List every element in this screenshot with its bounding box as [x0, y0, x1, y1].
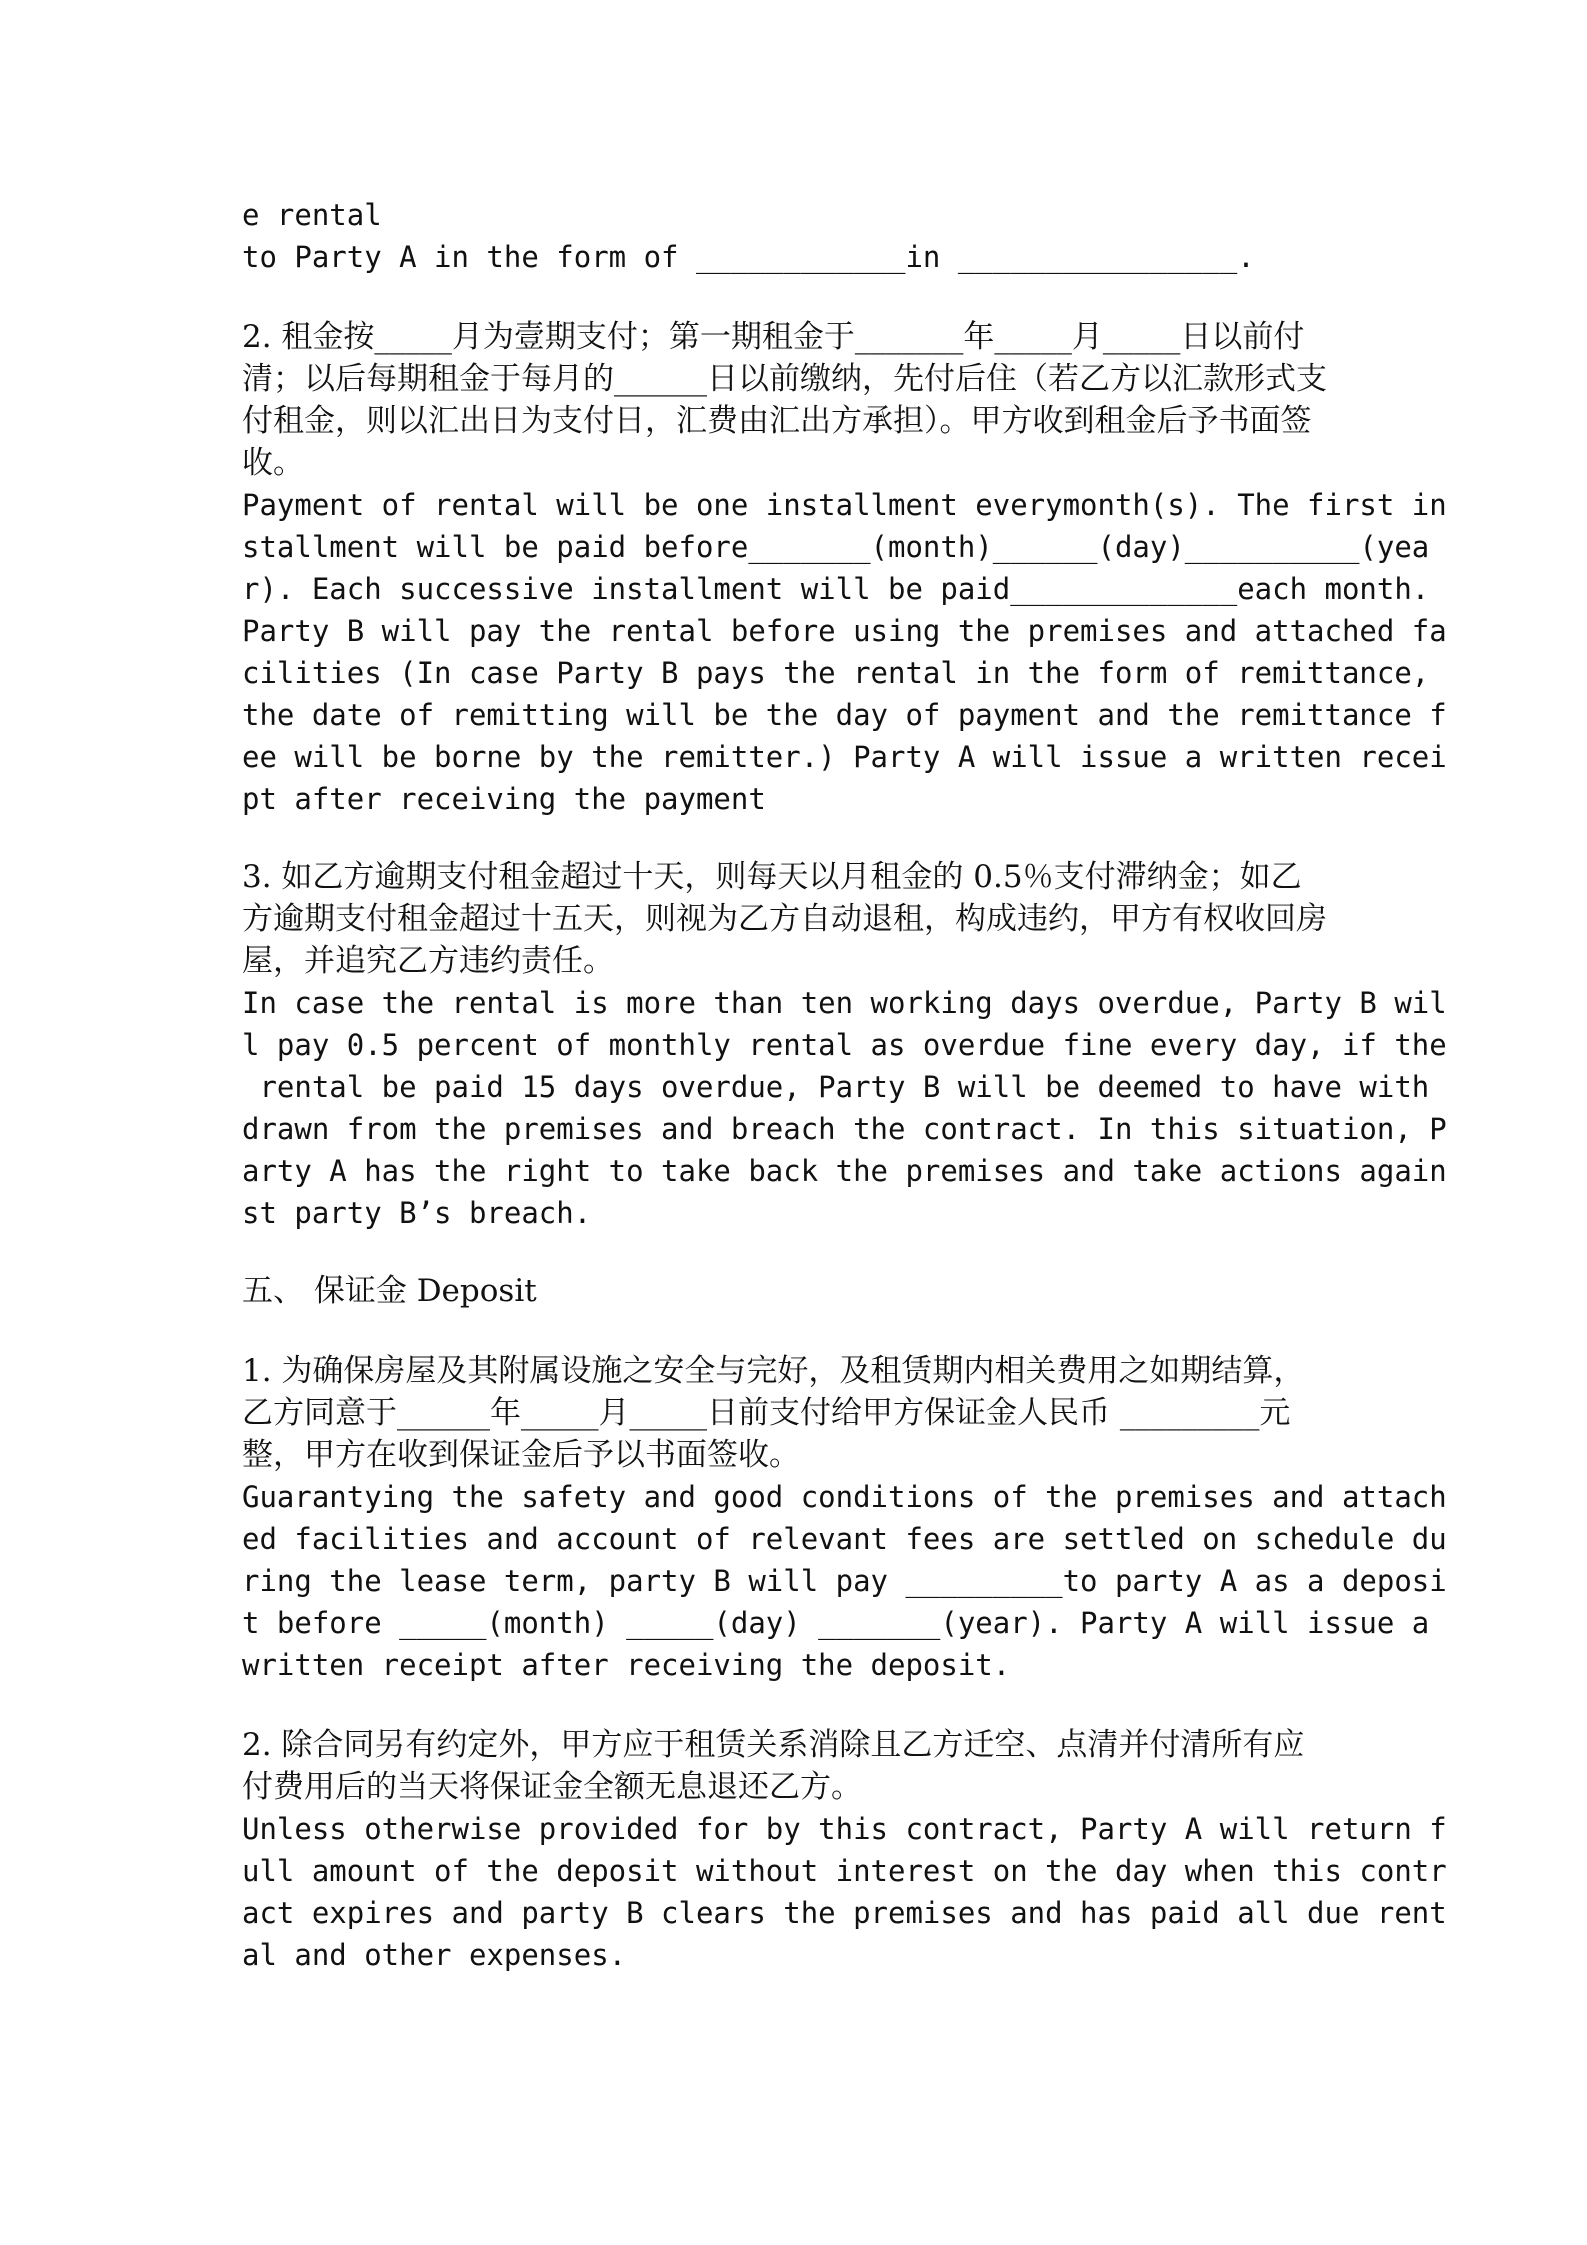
intro-line-2: to Party A in the form of ____________in ________________.	[242, 240, 1255, 274]
clause-2-en-line-3: r). Each successive installment will be paid_____________each month.	[242, 572, 1430, 606]
deposit-2-en-line-4: al and other expenses.	[242, 1938, 627, 1972]
clause-2-en-line-8: pt after receiving the payment	[242, 782, 766, 816]
intro-line-1: e rental	[242, 198, 382, 232]
clause-3-zh-line-3: 屋，并追究乙方违约责任。	[242, 943, 614, 979]
clause-2-en-line-6: the date of remitting will be the day of payment and the remittance f	[242, 698, 1447, 732]
deposit-1-en-line-5: written receipt after receiving the deposit.	[242, 1648, 1011, 1682]
deposit-2-zh-line-2: 付费用后的当天将保证金全额无息退还乙方。	[242, 1769, 862, 1805]
deposit-2-en-line-1: Unless otherwise provided for by this contract, Party A will return f	[242, 1812, 1447, 1846]
deposit-1-zh-line-2: 乙方同意于______年_____月_____日前支付给甲方保证金人民币 _________元	[242, 1395, 1291, 1431]
deposit-1-zh-line-1: 1. 为确保房屋及其附属设施之安全与完好，及租赁期内相关费用之如期结算，	[242, 1353, 1305, 1389]
deposit-1-en-line-2: ed facilities and account of relevant fees are settled on schedule du	[242, 1522, 1447, 1556]
clause-2-en-line-7: ee will be borne by the remitter.) Party A will issue a written recei	[242, 740, 1447, 774]
clause-2-en-line-5: cilities (In case Party B pays the rental in the form of remittance,	[242, 656, 1430, 690]
clause-2-en-line-2: stallment will be paid before_______(month)______(day)__________(yea	[242, 530, 1430, 564]
deposit-1-zh-line-3: 整，甲方在收到保证金后予以书面签收。	[242, 1437, 800, 1473]
clause-3-en-line-3: rental be paid 15 days overdue, Party B will be deemed to have with	[242, 1070, 1430, 1104]
clause-2-zh-line-4: 收。	[242, 445, 304, 481]
clause-2-en-line-4: Party B will pay the rental before using the premises and attached fa	[242, 614, 1447, 648]
clause-2-en-line-1: Payment of rental will be one installment everymonth(s). The first in	[242, 488, 1447, 522]
clause-3-en-line-4: drawn from the premises and breach the contract. In this situation, P	[242, 1112, 1447, 1146]
clause-2-zh-line-3: 付租金，则以汇出日为支付日，汇费由汇出方承担）。甲方收到租金后予书面签	[242, 403, 1312, 439]
clause-3-en-line-2: l pay 0.5 percent of monthly rental as overdue fine every day, if the	[242, 1028, 1447, 1062]
deposit-2-en-line-2: ull amount of the deposit without interest on the day when this contr	[242, 1854, 1447, 1888]
clause-2-zh-line-1: 2. 租金按_____月为壹期支付；第一期租金于_______年_____月_____日以前付	[242, 319, 1305, 355]
clause-3-en-line-5: arty A has the right to take back the premises and take actions again	[242, 1154, 1447, 1188]
clause-3-en-line-6: st party B’s breach.	[242, 1196, 592, 1230]
clause-2-zh-line-2: 清；以后每期租金于每月的______日以前缴纳，先付后住（若乙方以汇款形式支	[242, 361, 1327, 397]
deposit-2-zh-line-1: 2. 除合同另有约定外，甲方应于租赁关系消除且乙方迁空、点清并付清所有应	[242, 1727, 1305, 1763]
deposit-1-en-line-1: Guarantying the safety and good conditions of the premises and attach	[242, 1480, 1447, 1514]
clause-3-zh-line-1: 3. 如乙方逾期支付租金超过十天，则每天以月租金的 0.5％支付滞纳金；如乙	[242, 859, 1302, 895]
section-5-heading: 五、 保证金 Deposit	[242, 1273, 537, 1309]
deposit-1-en-line-3: ring the lease term, party B will pay _________to party A as a deposi	[242, 1564, 1447, 1598]
clause-3-en-line-1: In case the rental is more than ten working days overdue, Party B wil	[242, 986, 1447, 1020]
clause-3-zh-line-2: 方逾期支付租金超过十五天，则视为乙方自动退租，构成违约，甲方有权收回房	[242, 901, 1327, 937]
deposit-1-en-line-4: t before _____(month) _____(day) _______(year). Party A will issue a	[242, 1606, 1430, 1640]
deposit-2-en-line-3: act expires and party B clears the premises and has paid all due rent	[242, 1896, 1447, 1930]
